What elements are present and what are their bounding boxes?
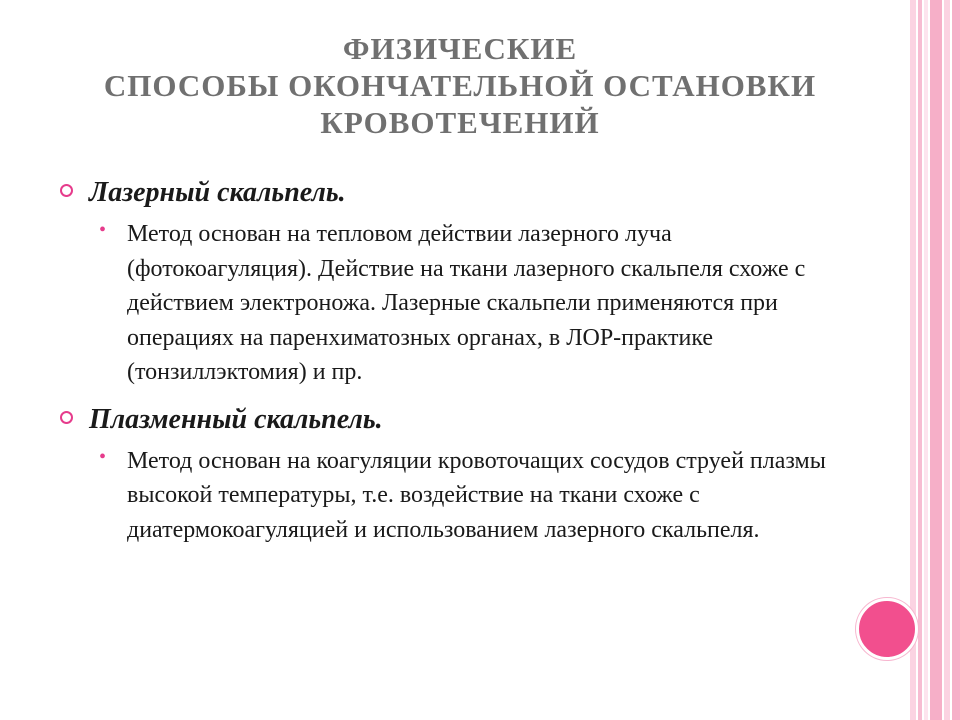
sub-bullet-item [58,444,828,548]
stripe-3 [924,0,928,720]
bullet-heading: Лазерный скальпель. [89,177,346,208]
bullet-item-laser [58,173,828,213]
circle-bullet-icon [60,411,73,424]
bullet-text: Метод основан на тепловом действии лазерного луча (фотокоагуляция). Действие на ткани лазерного скальпеля схоже с действием электроножа. Лазерные скальпели применяются при операциях на паренхиматозных органах, в ЛОР-практике (тонзиллэктомия) и пр. [127,221,806,385]
decorative-stripes [910,0,960,720]
title-line-2: СПОСОБЫ ОКОНЧАТЕЛЬНОЙ ОСТАНОВКИ [103,68,817,103]
sub-bullet-item [58,217,828,390]
page-title [40,30,880,141]
dot-bullet-icon: • [99,219,107,241]
dot-bullet-icon: • [99,445,107,468]
decorative-circle [856,598,918,660]
stripe-4 [930,0,942,720]
stripe-2 [918,0,922,720]
bullet-item-plasma [58,400,828,440]
stripe-6 [952,0,960,720]
title-line-3: КРОВОТЕЧЕНИЙ [320,105,600,140]
stripe-5 [944,0,950,720]
bullet-heading: Плазменный скальпель. [89,403,383,435]
title-line-1: ФИЗИЧЕСКИЕ [342,31,578,66]
circle-bullet-icon [60,184,73,197]
slide-content [58,173,828,547]
bullet-text: Метод основан на коагуляции кровоточащих сосудов струей плазмы высокой температуры, т.е. воздействие на ткани схоже с диатермокоагуляцией и использованием лазерного скальпеля. [127,447,826,543]
